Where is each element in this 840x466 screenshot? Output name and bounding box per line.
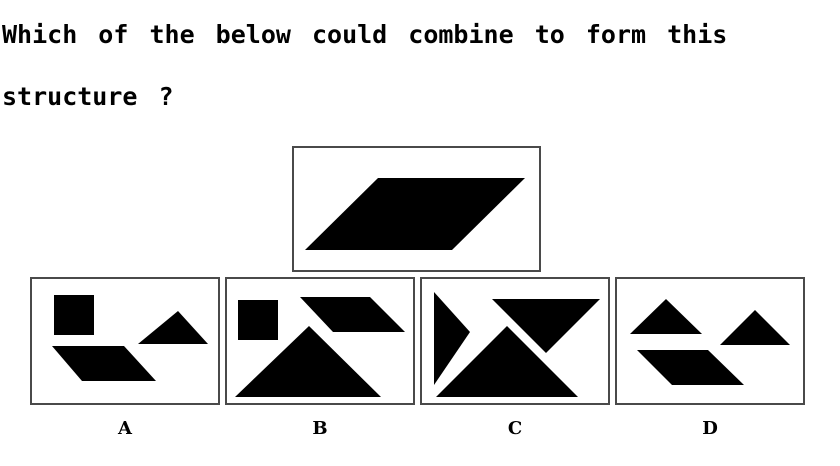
- target-structure-panel: [292, 146, 541, 272]
- option-a-triangle: [138, 311, 208, 344]
- option-b-square: [238, 300, 278, 340]
- option-a-figure: [32, 279, 218, 403]
- target-structure-figure: [294, 148, 539, 270]
- option-c-label: C: [507, 418, 523, 439]
- option-b-label: B: [312, 418, 328, 439]
- option-b-figure: [227, 279, 413, 403]
- option-c-figure: [422, 279, 608, 403]
- option-a-label: A: [118, 418, 132, 439]
- option-c-panel[interactable]: [420, 277, 610, 405]
- option-d-triangle-right: [720, 310, 790, 345]
- question-text: Which of the below could combine to form this structure ?: [2, 20, 728, 111]
- option-a-panel[interactable]: [30, 277, 220, 405]
- option-d-triangle-left: [630, 299, 702, 334]
- option-d-parallelogram: [637, 350, 744, 385]
- option-d-panel[interactable]: [615, 277, 805, 405]
- option-b-parallelogram: [300, 297, 405, 332]
- target-parallelogram: [305, 178, 525, 250]
- option-b-panel[interactable]: [225, 277, 415, 405]
- option-a-parallelogram: [52, 346, 156, 381]
- option-a-square: [54, 295, 94, 335]
- option-d-figure: [617, 279, 803, 403]
- option-d-label: D: [702, 418, 718, 439]
